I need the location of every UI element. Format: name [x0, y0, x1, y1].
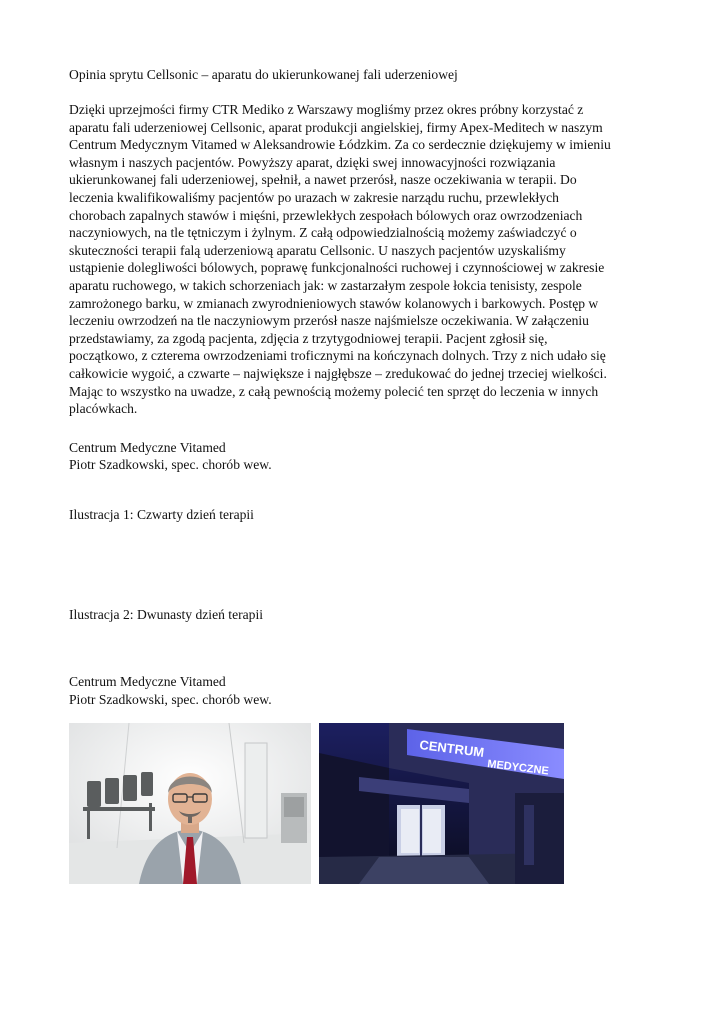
sign-text-centrum: CENTRUM	[418, 737, 485, 760]
signature-block-2	[69, 673, 272, 708]
paragraph-line: skuteczności terapii falą uderzeniową aparatu Cellsonic. U naszych pacjentów uzyskaliśmy	[69, 242, 566, 258]
paragraph-line: zamrożonego barku, w zmianach zwyrodnieniowych stawów kolanowych i barkowych. Postęp w	[69, 295, 599, 311]
paragraph-line: chorobach zapalnych stawów i mięśni, przewlekłych zespołach bólowych oraz owrzodzeniach	[69, 207, 583, 223]
paragraph-line: naczyniowych, na tle tętniczym i żylnym. Z całą odpowiedzialnością możemy zaświadczyć o	[69, 225, 577, 241]
illustration-caption-1: Ilustracja 1: Czwarty dzień terapii	[69, 507, 254, 522]
paragraph-line: Centrum Medycznym Vitamed w Aleksandrowie Łódzkim. Za co serdecznie dziękujemy w imieniu	[69, 137, 611, 153]
paragraph-line: ukierunkowanej fali uderzeniowej, spełnił, a nawet przerósł, nasze oczekiwania w terapii. Do	[69, 172, 577, 188]
paragraph-line: leczenia kwalifikowaliśmy pacjentów po urazach w zakresie narządu ruchu, przewlekłych	[69, 189, 559, 205]
paragraph-line: aparatu ruchowego, w takich schorzeniach jak: w zastarzałym zespole łokcia tenisisty, zespole	[69, 277, 582, 293]
illustration-caption-2: Ilustracja 2: Dwunasty dzień terapii	[69, 607, 264, 622]
paragraph-line: własnym i naszych pacjentów. Powyższy aparat, dzięki swej innowacyjności rozwiązania	[69, 154, 556, 170]
paragraph-line: całkowicie wygoić, a czwarte – największe i najgłębsze – zredukować do jednej trzeciej wielkości.	[69, 365, 607, 381]
paragraph-line: Dzięki uprzejmości firmy CTR Mediko z Warszawy mogliśmy przez okres próbny korzystać z	[69, 102, 584, 117]
signature-person: Piotr Szadkowski, spec. chorób wew.	[69, 457, 272, 473]
paragraph-line: placówkach.	[69, 401, 138, 417]
paragraph-line: aparatu fali uderzeniowej Cellsonic, aparat produkcji angielskiej, firmy Apex-Meditech w naszym	[69, 119, 603, 135]
doctor-photo	[69, 723, 311, 884]
paragraph-line: przedstawiamy, za zgodą pacjenta, zdjęcia z trzytygodniowej terapii. Pacjent zgłosił się,	[69, 330, 548, 346]
document-body	[69, 66, 659, 474]
letter-paragraph	[69, 101, 659, 418]
clinic-building-photo	[319, 723, 564, 884]
signature-org: Centrum Medyczne Vitamed	[69, 674, 226, 689]
paragraph-line: ustąpienie dolegliwości bólowych, poprawę funkcjonalności ruchowej i czynnościowej w zakresie	[69, 260, 605, 276]
document-title: Opinia sprytu Cellsonic – aparatu do ukierunkowanej fali uderzeniowej	[69, 67, 458, 82]
sign-text-medyczne: MEDYCZNE	[486, 758, 550, 778]
signature-person: Piotr Szadkowski, spec. chorób wew.	[69, 691, 272, 707]
signature-block-1	[69, 439, 659, 474]
paragraph-line: leczeniu owrzodzeń na tle naczyniowym przerósł nasze najśmielsze oczekiwania. W załączeniu	[69, 313, 589, 329]
paragraph-line: Mając to wszystko na uwadze, z całą pewnością możemy polecić ten sprzęt do leczenia w innych	[69, 383, 599, 399]
signature-org: Centrum Medyczne Vitamed	[69, 439, 226, 455]
paragraph-line: początkowo, z czterema owrzodzeniami troficznymi na kończynach dolnych. Trzy z nich udało się	[69, 348, 606, 364]
